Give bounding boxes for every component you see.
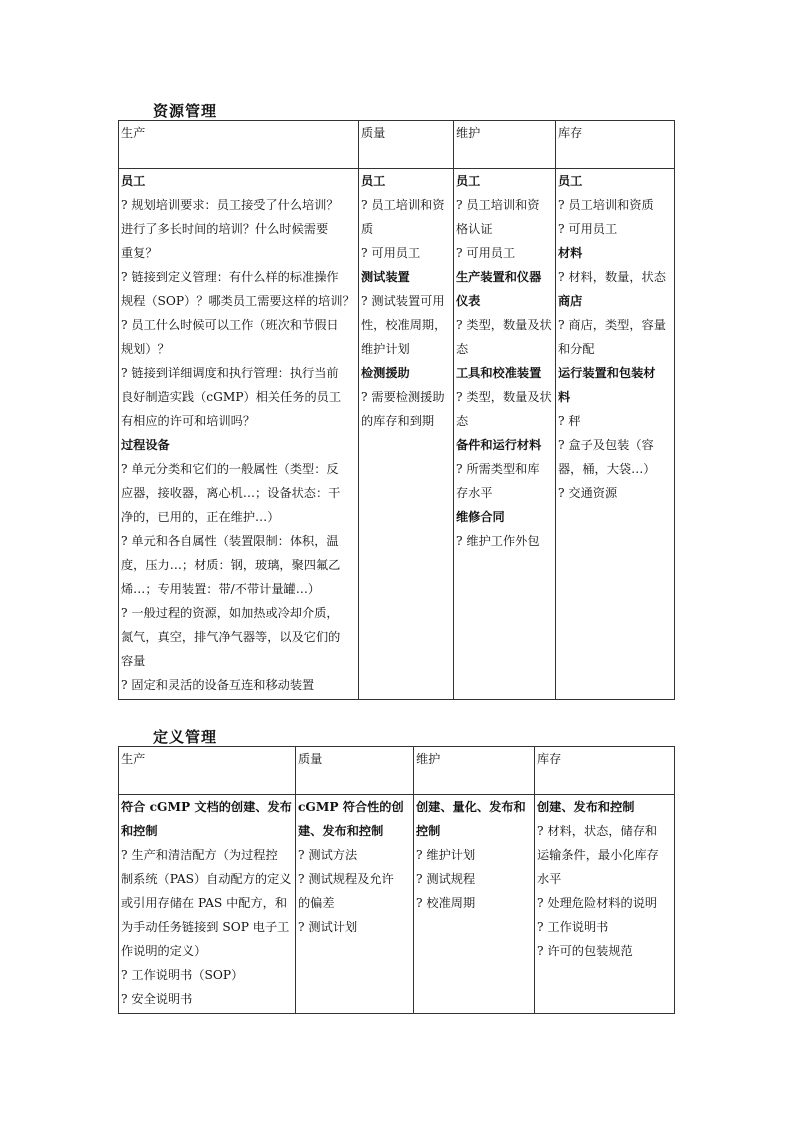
resource-maintenance-cell (454, 169, 556, 700)
table-header-row (119, 747, 675, 795)
cell-text-line: 质 (361, 222, 374, 236)
cell-text-line: ? 商店，类型，容量 (558, 318, 666, 332)
cell-text-line: 规程（SOP）？哪类员工需要这样的培训？ (121, 294, 355, 308)
header-cell-maintenance: 维护 (454, 121, 556, 169)
cell-text-line: 存水平 (456, 486, 493, 500)
cell-text-line: 为手动任务链接到 SOP 电子工 (121, 920, 290, 934)
header-cell-production: 生产 (119, 747, 296, 795)
resource-management-title: 资源管理 (153, 102, 218, 120)
cell-text-line: ? 测试规程 (416, 872, 476, 886)
cell-text-line: 应器，接收器，离心机…；设备状态：干 (121, 486, 341, 500)
header-cell-production: 生产 (119, 121, 359, 169)
header-cell-quality: 质量 (359, 121, 454, 169)
cell-text-line: 良好制造实践（cGMP）相关任务的员工 (121, 390, 342, 404)
cell-heading: 运行装置和包装材 (558, 366, 656, 380)
cell-text-line: ? 测试规程及允许 (298, 872, 394, 886)
cell-text-line: ? 秤 (558, 414, 581, 428)
table-content-row (119, 169, 675, 700)
table-header-row (119, 121, 675, 169)
definition-maintenance-cell (414, 795, 535, 1014)
cell-text-line: 态 (456, 342, 469, 356)
header-cell-quality: 质量 (296, 747, 414, 795)
cell-text-line: ? 类型，数量及状 (456, 390, 552, 404)
cell-text-line: ? 链接到定义管理：有什么样的标准操作 (121, 270, 339, 284)
cell-text-line: ? 员工培训和资质 (558, 198, 654, 212)
definition-management-table (118, 746, 675, 1014)
cell-heading: 创建、量化、发布和 (416, 800, 526, 814)
resource-production-cell (119, 169, 359, 700)
cell-text-line: ? 交通资源 (558, 486, 618, 500)
cell-heading: 过程设备 (121, 438, 170, 452)
cell-text-line: ? 链接到详细调度和执行管理：执行当前 (121, 366, 339, 380)
cell-text-line: ? 盒子及包装（容 (558, 438, 654, 452)
cell-heading: 和控制 (121, 824, 158, 838)
cell-text-line: ? 规划培训要求：员工接受了什么培训？ (121, 198, 339, 212)
cell-text-line: 进行了多长时间的培训？什么时候需要 (121, 222, 329, 236)
resource-inventory-cell (556, 169, 675, 700)
definition-production-cell (119, 795, 296, 1014)
cell-heading: 员工 (456, 174, 481, 188)
header-cell-inventory: 库存 (556, 121, 675, 169)
cell-text-line: ? 校准周期 (416, 896, 476, 910)
cell-text-line: ? 类型，数量及状 (456, 318, 552, 332)
cell-heading: 控制 (416, 824, 441, 838)
cell-heading: 测试装置 (361, 270, 410, 284)
cell-heading: 员工 (361, 174, 386, 188)
cell-text-line: 规划）？ (121, 342, 170, 356)
cell-text-line: ? 测试方法 (298, 848, 358, 862)
cell-heading: 员工 (558, 174, 583, 188)
cell-heading: 维修合同 (456, 510, 505, 524)
cell-heading: 材料 (558, 246, 583, 260)
cell-text-line: ? 所需类型和库 (456, 462, 540, 476)
cell-text-line: ? 一般过程的资源，如加热或冷却介质， (121, 606, 339, 620)
cell-heading: 检测援助 (361, 366, 410, 380)
cell-text-line: ? 材料，状态，储存和 (537, 824, 658, 838)
cell-text-line: ? 需要检测援助 (361, 390, 445, 404)
cell-text-line: ? 可用员工 (456, 246, 516, 260)
cell-text-line: ? 单元分类和它们的一般属性（类型：反 (121, 462, 339, 476)
cell-heading: 商店 (558, 294, 583, 308)
cell-text-line: ? 可用员工 (361, 246, 421, 260)
cell-text-line: ? 生产和清洁配方（为过程控 (121, 848, 278, 862)
header-cell-maintenance: 维护 (414, 747, 535, 795)
cell-text-line: ? 维护工作外包 (456, 534, 540, 548)
cell-heading: cGMP 符合性的创 (298, 800, 404, 814)
cell-text-line: 净的，已用的，正在维护…） (121, 510, 280, 524)
cell-text-line: 容量 (121, 654, 146, 668)
cell-text-line: 的偏差 (298, 896, 335, 910)
cell-text-line: 态 (456, 414, 469, 428)
cell-text-line: 氮气，真空，排气净气器等，以及它们的 (121, 630, 341, 644)
resource-management-table (118, 120, 675, 700)
cell-text-line: ? 工作说明书（SOP） (121, 968, 244, 982)
cell-text-line: 水平 (537, 872, 562, 886)
cell-text-line: ? 员工培训和资 (361, 198, 445, 212)
cell-text-line: ? 测试装置可用 (361, 294, 445, 308)
cell-heading: 备件和运行材料 (456, 438, 542, 452)
cell-text-line: ? 可用员工 (558, 222, 618, 236)
header-cell-inventory: 库存 (535, 747, 675, 795)
cell-text-line: 烯…；专用装置：带/不带计量罐…） (121, 582, 321, 596)
cell-text-line: 的库存和到期 (361, 414, 435, 428)
cell-text-line: 重复？ (121, 246, 158, 260)
cell-text-line: ? 固定和灵活的设备互连和移动装置 (121, 678, 315, 692)
cell-text-line: 有相应的许可和培训吗？ (121, 414, 256, 428)
cell-text-line: 度，压力…；材质：钢，玻璃，聚四氟乙 (121, 558, 341, 572)
cell-text-line: ? 单元和各自属性（装置限制：体积，温 (121, 534, 339, 548)
cell-text-line: 维护计划 (361, 342, 410, 356)
cell-text-line: ? 员工培训和资 (456, 198, 540, 212)
cell-text-line: ? 维护计划 (416, 848, 476, 862)
cell-text-line: ? 工作说明书 (537, 920, 609, 934)
cell-text-line: 器，桶，大袋…） (558, 462, 656, 476)
cell-text-line: ? 处理危险材料的说明 (537, 896, 658, 910)
cell-text-line: ? 安全说明书 (121, 992, 193, 1006)
cell-text-line: 或引用存储在 PAS 中配方，和 (121, 896, 288, 910)
table-content-row (119, 795, 675, 1014)
cell-heading: 仪表 (456, 294, 481, 308)
cell-heading: 创建、发布和控制 (537, 800, 635, 814)
definition-inventory-cell (535, 795, 675, 1014)
cell-text-line: ? 员工什么时候可以工作（班次和节假日 (121, 318, 339, 332)
cell-text-line: ? 材料，数量，状态 (558, 270, 666, 284)
cell-heading: 符合 cGMP 文档的创建、发布 (121, 800, 292, 814)
cell-text-line: 运输条件，最小化库存 (537, 848, 659, 862)
cell-text-line: 制系统（PAS）自动配方的定义 (121, 872, 292, 886)
cell-text-line: ? 测试计划 (298, 920, 358, 934)
cell-heading: 生产装置和仪器 (456, 270, 542, 284)
cell-heading: 员工 (121, 174, 146, 188)
cell-heading: 建、发布和控制 (298, 824, 384, 838)
cell-text-line: 作说明的定义） (121, 944, 207, 958)
cell-text-line: ? 许可的包装规范 (537, 944, 633, 958)
definition-management-title: 定义管理 (153, 728, 218, 746)
cell-text-line: 和分配 (558, 342, 595, 356)
cell-heading: 工具和校准装置 (456, 366, 542, 380)
definition-quality-cell (296, 795, 414, 1014)
cell-text-line: 格认证 (456, 222, 493, 236)
cell-text-line: 性，校准周期， (361, 318, 447, 332)
resource-quality-cell (359, 169, 454, 700)
cell-heading: 料 (558, 390, 571, 404)
